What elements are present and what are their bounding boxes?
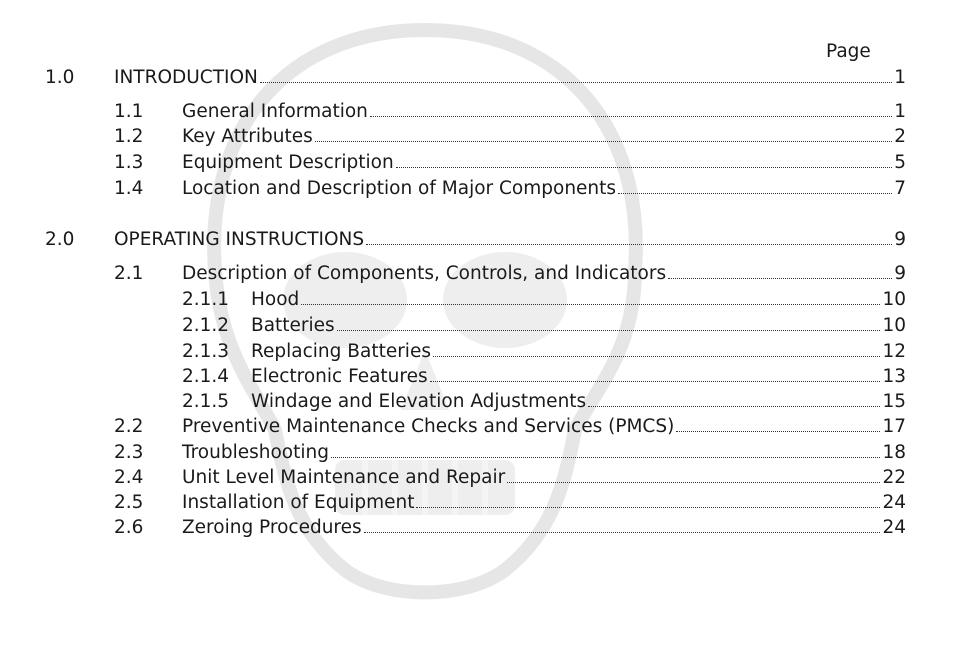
toc-entry-page: 7 <box>894 178 906 199</box>
dot-leader <box>366 244 892 245</box>
toc-entry-number: 2.1.1 <box>182 289 230 310</box>
toc-entry-title: Equipment Description <box>182 152 394 173</box>
toc-entry-page: 13 <box>882 366 906 387</box>
toc-entry[interactable] <box>114 261 906 287</box>
dot-leader <box>433 356 880 357</box>
toc-entry[interactable] <box>114 490 906 516</box>
toc-entry-title: Windage and Elevation Adjustments <box>251 391 587 412</box>
toc-entry-title: Installation of Equipment <box>182 492 415 513</box>
dot-leader <box>507 482 880 483</box>
toc-entry[interactable] <box>182 287 906 313</box>
toc-entry-page: 22 <box>882 467 906 488</box>
toc-entry-number: 1.2 <box>114 126 144 147</box>
toc-entry-title: Key Attributes <box>182 126 313 147</box>
toc-entry-page: 9 <box>894 263 906 284</box>
toc-entry-page: 18 <box>882 442 906 463</box>
toc-entry-title: INTRODUCTION <box>114 67 258 88</box>
dot-leader <box>588 406 880 407</box>
toc-entry-page: 12 <box>882 341 906 362</box>
toc-entry-page: 24 <box>882 492 906 513</box>
toc-entry-number: 1.4 <box>114 178 144 199</box>
toc-entry-number: 2.1.5 <box>182 391 230 412</box>
toc-entry-number: 1.1 <box>114 101 144 122</box>
toc-entry-number: 2.1.4 <box>182 366 230 387</box>
dot-leader <box>337 330 881 331</box>
dot-leader <box>315 141 892 142</box>
toc-entry-page: 10 <box>882 315 906 336</box>
toc-entry-number: 2.4 <box>114 467 144 488</box>
toc-entry[interactable] <box>182 339 906 365</box>
dot-leader <box>618 193 892 194</box>
toc-entry-number: 2.5 <box>114 492 144 513</box>
toc-entry-title: OPERATING INSTRUCTIONS <box>114 229 365 250</box>
toc-entry-title: Description of Components, Controls, and Indicators <box>182 263 667 284</box>
dot-leader <box>416 507 880 508</box>
toc-entry[interactable] <box>114 150 906 176</box>
toc-entry-page: 2 <box>894 126 906 147</box>
toc-entry[interactable] <box>114 465 906 491</box>
toc-entry[interactable] <box>114 124 906 150</box>
toc-entry-title: Preventive Maintenance Checks and Services (PMCS) <box>182 416 675 437</box>
dot-leader <box>668 278 892 279</box>
toc-entry[interactable] <box>114 414 906 440</box>
toc-entry-title: Troubleshooting <box>182 442 329 463</box>
toc-entry-title: Zeroing Procedures <box>182 517 362 538</box>
toc-entry[interactable] <box>45 65 906 91</box>
toc-entry-number: 2.1.2 <box>182 315 230 336</box>
toc-entry-title: Batteries <box>251 315 335 336</box>
toc-entry-page: 15 <box>882 391 906 412</box>
toc-entry-page: 9 <box>894 229 906 250</box>
toc-entry-number: 1.3 <box>114 152 144 173</box>
toc-entry-page: 1 <box>894 67 906 88</box>
toc-entry[interactable] <box>114 515 906 541</box>
toc-entry-page: 1 <box>894 101 906 122</box>
toc-entry-number: 2.0 <box>45 229 75 250</box>
toc-entry-number: 2.6 <box>114 517 144 538</box>
toc-entry[interactable] <box>114 440 906 466</box>
page-column-label: Page <box>826 41 871 62</box>
toc-entry[interactable] <box>182 364 906 390</box>
toc-entry[interactable] <box>114 176 906 202</box>
toc-entry-page: 17 <box>882 416 906 437</box>
toc-entry-title: Hood <box>251 289 300 310</box>
toc-entry-number: 2.2 <box>114 416 144 437</box>
toc-entry[interactable] <box>114 99 906 125</box>
dot-leader <box>301 304 880 305</box>
dot-leader <box>364 532 881 533</box>
dot-leader <box>370 116 892 117</box>
dot-leader <box>260 82 892 83</box>
dot-leader <box>676 431 880 432</box>
toc-entry-page: 5 <box>894 152 906 173</box>
toc-entry-number: 1.0 <box>45 67 75 88</box>
toc-entry-number: 2.1 <box>114 263 144 284</box>
toc-entry-page: 10 <box>882 289 906 310</box>
dot-leader <box>430 381 881 382</box>
toc-entry-title: Replacing Batteries <box>251 341 431 362</box>
dot-leader <box>331 457 881 458</box>
toc-entry[interactable] <box>182 389 906 415</box>
toc-entry-title: Location and Description of Major Components <box>182 178 617 199</box>
toc-entry-page: 24 <box>882 517 906 538</box>
toc-entry-title: Electronic Features <box>251 366 428 387</box>
dot-leader <box>396 167 893 168</box>
toc-entry[interactable] <box>45 227 906 253</box>
toc-entry-title: Unit Level Maintenance and Repair <box>182 467 506 488</box>
toc-entry-title: General Information <box>182 101 368 122</box>
toc-entry[interactable] <box>182 313 906 339</box>
toc-entry-number: 2.3 <box>114 442 144 463</box>
toc-entry-number: 2.1.3 <box>182 341 230 362</box>
